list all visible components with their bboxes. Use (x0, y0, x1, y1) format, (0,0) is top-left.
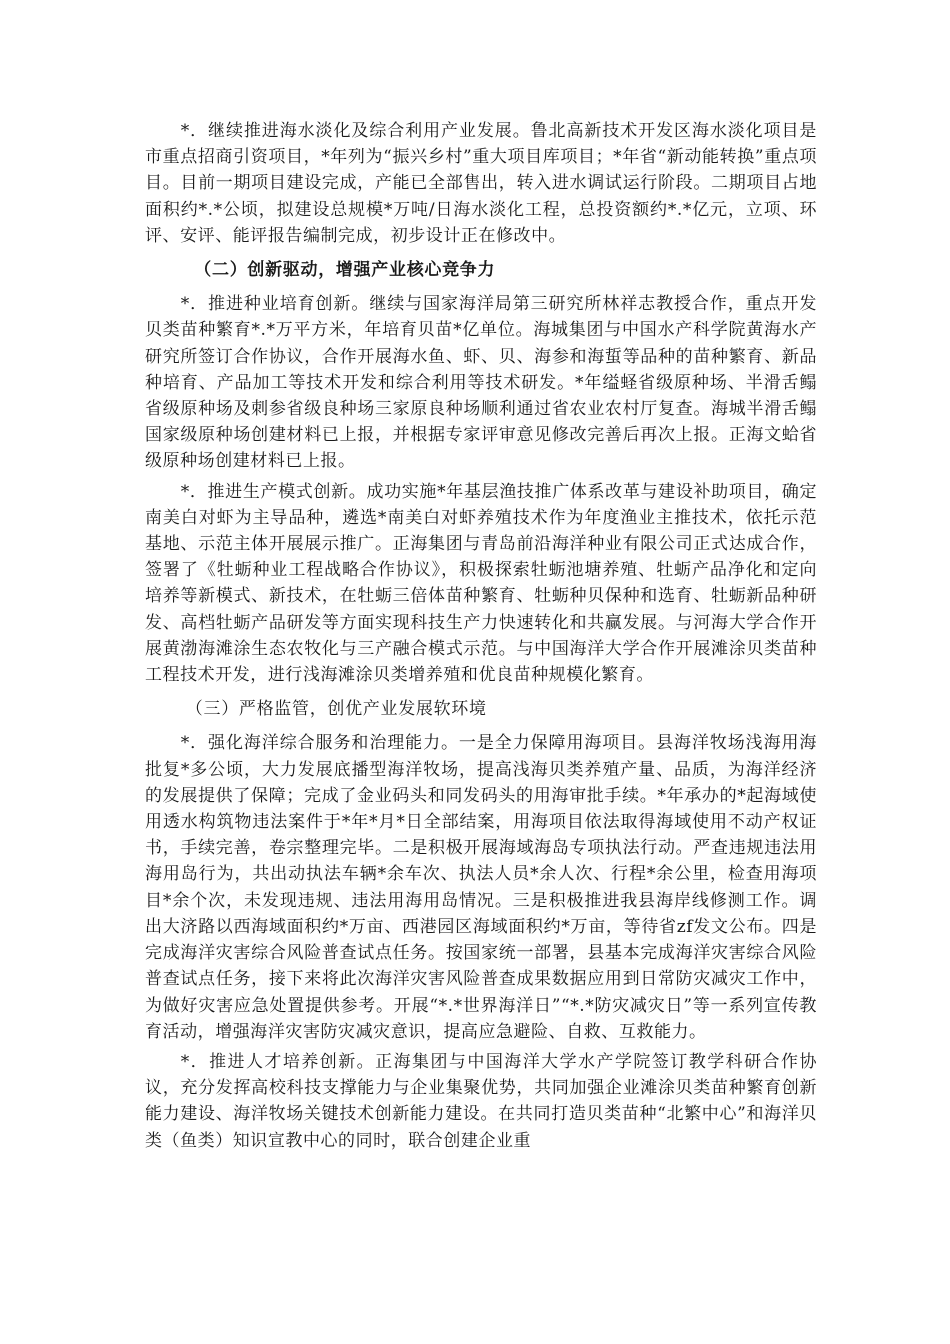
paragraph-desalination: *．继续推进海水淡化及综合利用产业发展。鲁北高新技术开发区海水淡化项目是市重点招商引资项目，*年列为“振兴乡村”重大项目库项目；*年省“新动能转换”重点项目。目前一期项目建设完成，产能已全部售出，转入进水调试运行阶段。二期项目占地面积约*.*公顷，拟建设总规模*万吨/日海水淡化工程，总投资额约*.*亿元，立项、环评、安评、能评报告编制完成，初步设计正在修改中。 (145, 121, 817, 246)
paragraph-seed-breeding: *．推进种业培育创新。继续与国家海洋局第三研究所林祥志教授合作，重点开发贝类苗种繁育*.*万平方米，年培育贝苗*亿单位。海城集团与中国水产科学院黄海水产研究所签订合作协议，合作开展海水鱼、虾、贝、海参和海蜇等品种的苗种繁育、新品种培育、产品加工等技术开发和综合利用等技术研发。*年缢蛏省级原种场、半滑舌鳎省级原种场及刺参省级良种场三家原良种场顺利通过省农业农村厅复查。海城半滑舌鳎国家级原种场创建材料已上报，并根据专家评审意见修改完善后再次上报。正海文蛤省级原种场创建材料已上报。 (145, 294, 817, 472)
section-heading-supervision: （三）严格监管，创优产业发展软环境 (185, 699, 487, 720)
paragraph-production-model: *．推进生产模式创新。成功实施*年基层渔技推广体系改革与建设补助项目，确定南美白对虾为主导品种，遴选*南美白对虾养殖技术作为年度渔业主推技术，依托示范基地、示范主体开展展示推广。正海集团与青岛前沿海洋种业有限公司正式达成合作，签署了《牡蛎种业工程战略合作协议》，积极探索牡蛎池塘养殖、牡蛎产品净化和定向培养等新模式、新技术，在牡蛎三倍体苗种繁育、牡蛎种贝保种和选育、牡蛎新品种研发、高档牡蛎产品研发等方面实现科技生产力快速转化和共赢发展。与河海大学合作开展黄渤海滩涂生态农牧化与三产融合模式示范。与中国海洋大学合作开展滩涂贝类苗种工程技术开发，进行浅海滩涂贝类增养殖和优良苗种规模化繁育。 (145, 481, 817, 686)
paragraph-spacer (145, 249, 817, 253)
paragraph-talent-training: *．推进人才培养创新。正海集团与中国海洋大学水产学院签订教学科研合作协议，充分发挥高校科技支撑能力与企业集聚优势，共同加强企业滩涂贝类苗种繁育创新能力建设、海洋牧场关键技术创新能力建设。在共同打造贝类苗种“北繁中心”和海洋贝类（鱼类）知识宣教中心的同时，联合创建企业重 (145, 1051, 817, 1151)
document-body (145, 118, 817, 1154)
section-heading-innovation: （二）创新驱动，增强产业核心竞争力 (194, 260, 496, 281)
paragraph-marine-governance: *．强化海洋综合服务和治理能力。一是全力保障用海项目。县海洋牧场浅海用海批复*多公顷，大力发展底播型海洋牧场，提高浅海贝类养殖产量、品质，为海洋经济的发展提供了保障；完成了金业码头和同发码头的用海审批手续。*年承办的*起海域使用透水构筑物违法案件于*年*月*日全部结案，用海项目依法取得海域使用不动产权证书，手续完善，卷宗整理完毕。二是积极开展海域海岛专项执法行动。严查违规违法用海用岛行为，共出动执法车辆*余车次、执法人员*余人次、行程*余公里，检查用海项目*余个次，未发现违规、违法用海用岛情况。三是积极推进我县海岸线修测工作。调出大济路以西海域面积约*万亩、西港园区海域面积约*万亩，等待省zf发文公布。四是完成海洋灾害综合风险普查试点任务。按国家统一部署，县基本完成海洋灾害综合风险普查试点任务，接下来将此次海洋灾害风险普查成果数据应用到日常防灾减灾工作中，为做好灾害应急处置提供参考。开展“*.*世界海洋日”“*.*防灾减灾日”等一系列宣传教育活动，增强海洋灾害防灾减灾意识，提高应急避险、自救、互救能力。 (145, 733, 817, 1042)
paragraph-spacer (145, 688, 817, 692)
